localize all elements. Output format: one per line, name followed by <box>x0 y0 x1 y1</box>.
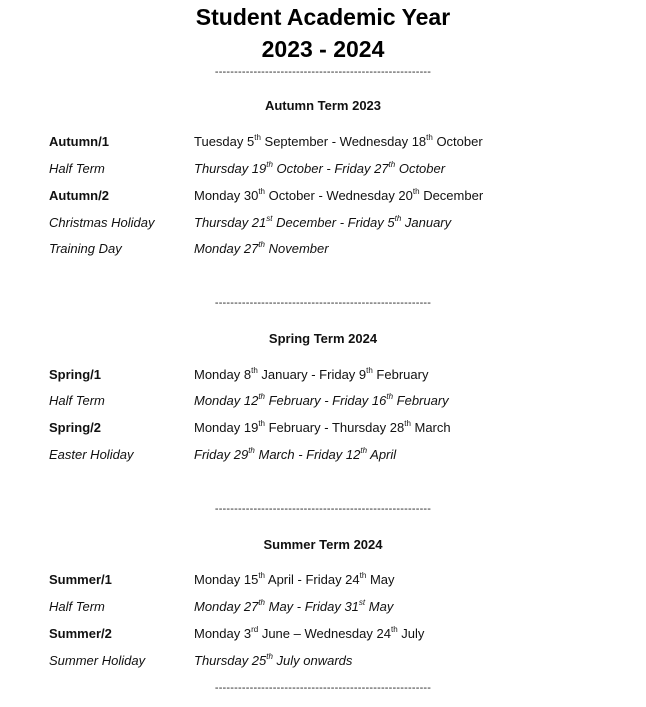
ordinal-suffix: rd <box>251 624 259 634</box>
row-label: Spring/2 <box>49 420 102 435</box>
term-row-autumn-2 <box>49 186 639 206</box>
row-label: Spring/1 <box>49 367 102 382</box>
ordinal-suffix: th <box>426 132 433 142</box>
section-heading-autumn: Autumn Term 2023 <box>264 98 382 113</box>
ordinal-suffix: th <box>386 391 394 401</box>
ordinal-suffix: st <box>266 213 273 223</box>
row-label: Summer/2 <box>49 626 112 641</box>
row-dates: Friday 29th March - Friday 12th April <box>194 445 397 462</box>
page-subtitle-year: 2023 - 2024 <box>261 36 385 62</box>
page-title: Student Academic Year <box>195 4 451 30</box>
row-dates: Monday 15th April - Friday 24th May <box>194 570 395 587</box>
ordinal-suffix: th <box>366 365 373 375</box>
term-row-christmas-holiday <box>49 213 639 233</box>
section-divider: -------------------------------------------------------- <box>214 297 432 309</box>
term-row-half-term-summer <box>49 597 639 617</box>
ordinal-suffix: th <box>388 159 396 169</box>
row-dates: Monday 8th January - Friday 9th February <box>194 365 429 382</box>
section-heading-spring: Spring Term 2024 <box>268 331 378 346</box>
row-label: Half Term <box>49 393 105 408</box>
row-dates: Tuesday 5th September - Wednesday 18th October <box>194 132 483 149</box>
row-label: Autumn/2 <box>49 188 109 203</box>
ordinal-suffix: th <box>266 159 273 169</box>
ordinal-suffix: st <box>358 597 366 607</box>
ordinal-suffix: th <box>258 186 265 196</box>
row-label: Summer/1 <box>49 572 112 587</box>
row-dates: Monday 3rd June – Wednesday 24th July <box>194 624 425 641</box>
row-label: Half Term <box>49 599 105 614</box>
term-row-half-term-autumn <box>49 159 639 179</box>
term-row-spring-2 <box>49 418 639 438</box>
ordinal-suffix: th <box>266 651 273 661</box>
term-row-training-day <box>49 239 639 259</box>
row-dates: Thursday 21st December - Friday 5th January <box>194 213 452 230</box>
row-dates: Monday 27th May - Friday 31st May <box>194 597 394 614</box>
row-dates: Monday 27th November <box>194 239 329 256</box>
row-label: Christmas Holiday <box>49 215 155 230</box>
row-label: Half Term <box>49 161 105 176</box>
ordinal-suffix: th <box>258 239 265 249</box>
ordinal-suffix: th <box>258 418 265 428</box>
row-label: Easter Holiday <box>49 447 134 462</box>
section-heading-summer: Summer Term 2024 <box>263 537 383 552</box>
ordinal-suffix: th <box>394 213 402 223</box>
term-row-summer-holiday <box>49 651 639 671</box>
ordinal-suffix: th <box>359 570 367 580</box>
row-dates: Monday 19th February - Thursday 28th March <box>194 418 451 435</box>
row-label: Autumn/1 <box>49 134 109 149</box>
ordinal-suffix: th <box>412 186 420 196</box>
section-divider: -------------------------------------------------------- <box>214 503 432 515</box>
row-dates: Monday 12th February - Friday 16th February <box>194 391 449 408</box>
row-dates: Thursday 25th July onwards <box>194 651 353 668</box>
ordinal-suffix: th <box>258 570 265 580</box>
ordinal-suffix: th <box>404 418 411 428</box>
ordinal-suffix: th <box>258 391 265 401</box>
ordinal-suffix: th <box>254 132 261 142</box>
row-label: Summer Holiday <box>49 653 146 668</box>
ordinal-suffix: th <box>360 445 368 455</box>
term-row-spring-1 <box>49 365 639 385</box>
term-row-autumn-1 <box>49 132 639 152</box>
section-divider: -------------------------------------------------------- <box>214 682 432 694</box>
term-row-summer-1 <box>49 570 639 590</box>
term-row-half-term-spring <box>49 391 639 411</box>
ordinal-suffix: th <box>248 445 255 455</box>
row-label: Training Day <box>49 241 122 256</box>
term-row-summer-2 <box>49 624 639 644</box>
ordinal-suffix: th <box>258 597 265 607</box>
row-dates: Monday 30th October - Wednesday 20th December <box>194 186 484 203</box>
ordinal-suffix: th <box>390 624 398 634</box>
term-row-easter-holiday <box>49 445 639 465</box>
section-divider: -------------------------------------------------------- <box>214 66 432 78</box>
ordinal-suffix: th <box>251 365 258 375</box>
row-dates: Thursday 19th October - Friday 27th October <box>194 159 446 176</box>
